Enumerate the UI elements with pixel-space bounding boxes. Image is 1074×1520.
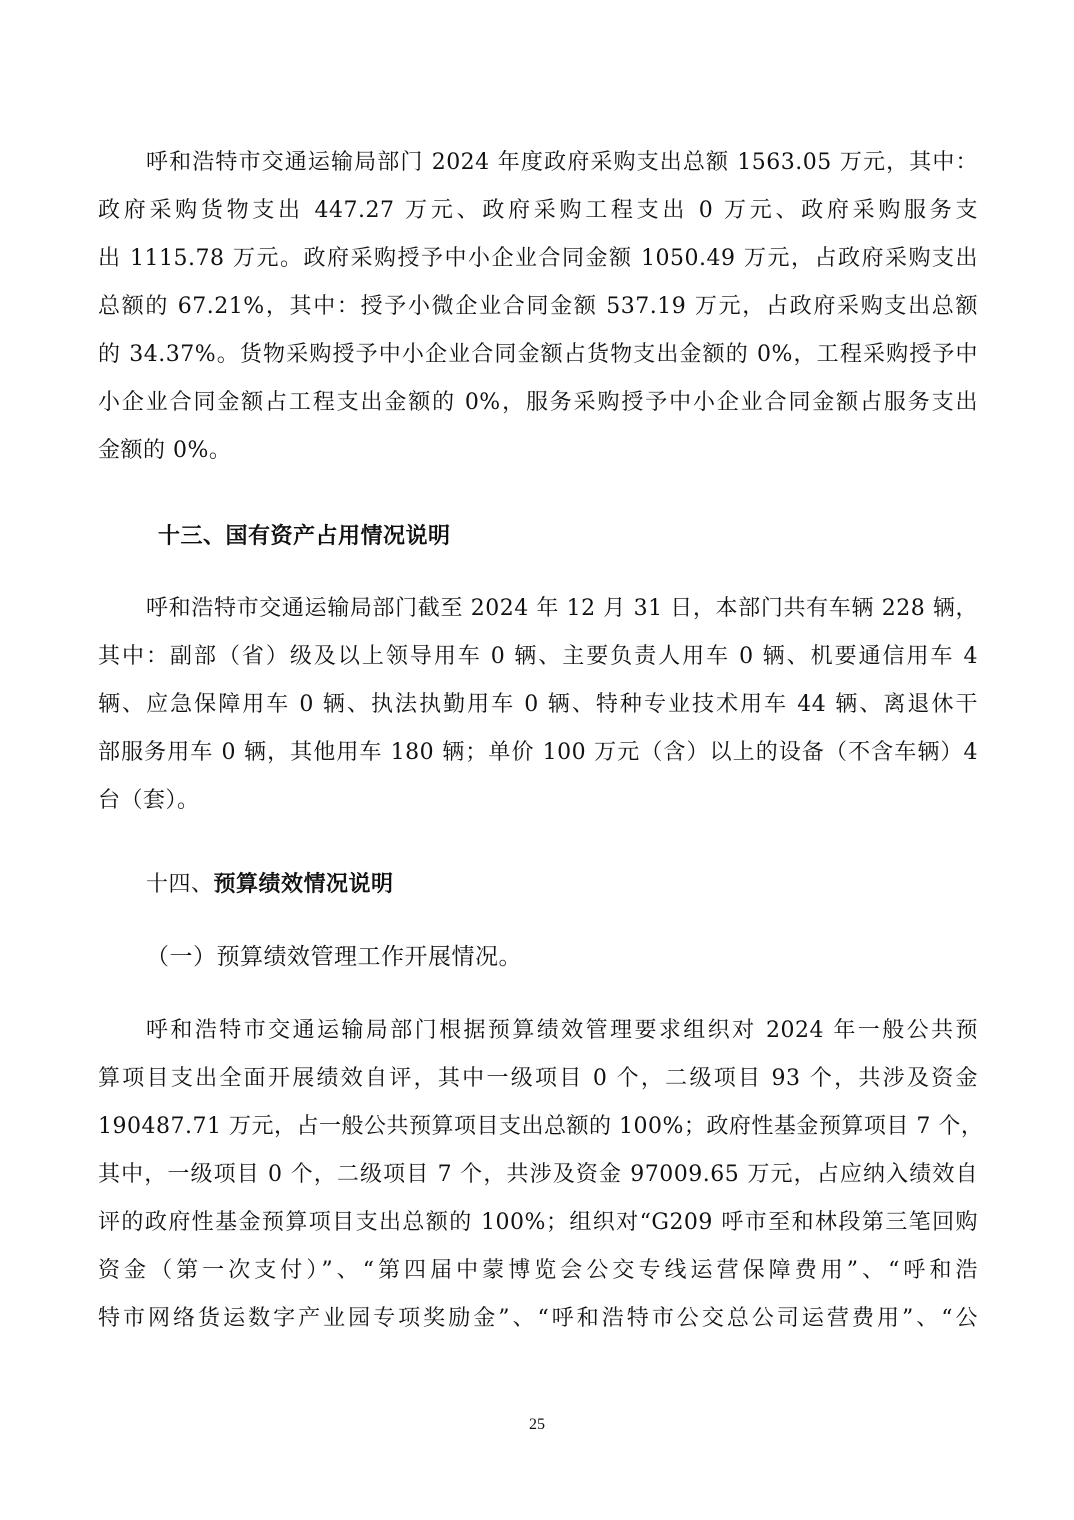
text-line: 特市网络货运数字产业园专项奖励金”、“呼和浩特市公交总公司运营费用”、“公 — [98, 1306, 978, 1331]
subsection-heading-1: （一）预算绩效管理工作开展情况。 — [146, 944, 522, 970]
text-line: 辆、应急保障用车 0 辆、执法执勤用车 0 辆、特种专业技术用车 44 辆、离退休干 — [98, 692, 978, 717]
text-line: 政府采购货物支出 447.27 万元、政府采购工程支出 0 万元、政府采购服务支 — [98, 198, 978, 223]
text-line: 资金（第一次支付）”、“第四届中蒙博览会公交专线运营保障费用”、“呼和浩 — [98, 1258, 978, 1283]
text-line: 呼和浩特市交通运输局部门截至 2024 年 12 月 31 日，本部门共有车辆 228 辆， — [146, 596, 978, 621]
text-line: 总额的 67.21%，其中：授予小微企业合同金额 537.19 万元，占政府采购支出总额 — [98, 294, 978, 319]
text-line: 其中，一级项目 0 个，二级项目 7 个，共涉及资金 97009.65 万元，占应纳入绩效自 — [98, 1162, 978, 1187]
section-heading-13: 十三、国有资产占用情况说明 — [158, 524, 451, 549]
text-line: 小企业合同金额占工程支出金额的 0%，服务采购授予中小企业合同金额占服务支出 — [98, 390, 978, 415]
text-line: 金额的 0%。 — [98, 438, 232, 463]
text-line: 呼和浩特市交通运输局部门根据预算绩效管理要求组织对 2024 年一般公共预 — [146, 1018, 978, 1043]
text-line: 部服务用车 0 辆，其他用车 180 辆；单价 100 万元（含）以上的设备（不含车辆）4 — [98, 740, 978, 765]
text-line: 评的政府性基金预算项目支出总额的 100%；组织对“G209 呼市至和林段第三笔回购 — [98, 1210, 978, 1235]
heading-text: 预算绩效情况说明 — [213, 872, 394, 897]
section-heading-14 — [146, 870, 394, 900]
text-line: 台（套）。 — [98, 788, 200, 813]
page-number: 25 — [529, 1416, 545, 1433]
heading-prefix: 十四、 — [146, 872, 214, 897]
text-line: 出 1115.78 万元。政府采购授予中小企业合同金额 1050.49 万元，占政府采购支出 — [98, 246, 978, 271]
text-line: 其中：副部（省）级及以上领导用车 0 辆、主要负责人用车 0 辆、机要通信用车 4 — [98, 644, 978, 669]
text-line: 的 34.37%。货物采购授予中小企业合同金额占货物支出金额的 0%，工程采购授予中 — [98, 342, 978, 367]
text-line: 算项目支出全面开展绩效自评，其中一级项目 0 个，二级项目 93 个，共涉及资金 — [98, 1066, 978, 1091]
text-line: 190487.71 万元，占一般公共预算项目支出总额的 100%；政府性基金预算项目 7 个， — [98, 1114, 984, 1139]
text-line: 呼和浩特市交通运输局部门 2024 年度政府采购支出总额 1563.05 万元，其中： — [146, 150, 978, 175]
